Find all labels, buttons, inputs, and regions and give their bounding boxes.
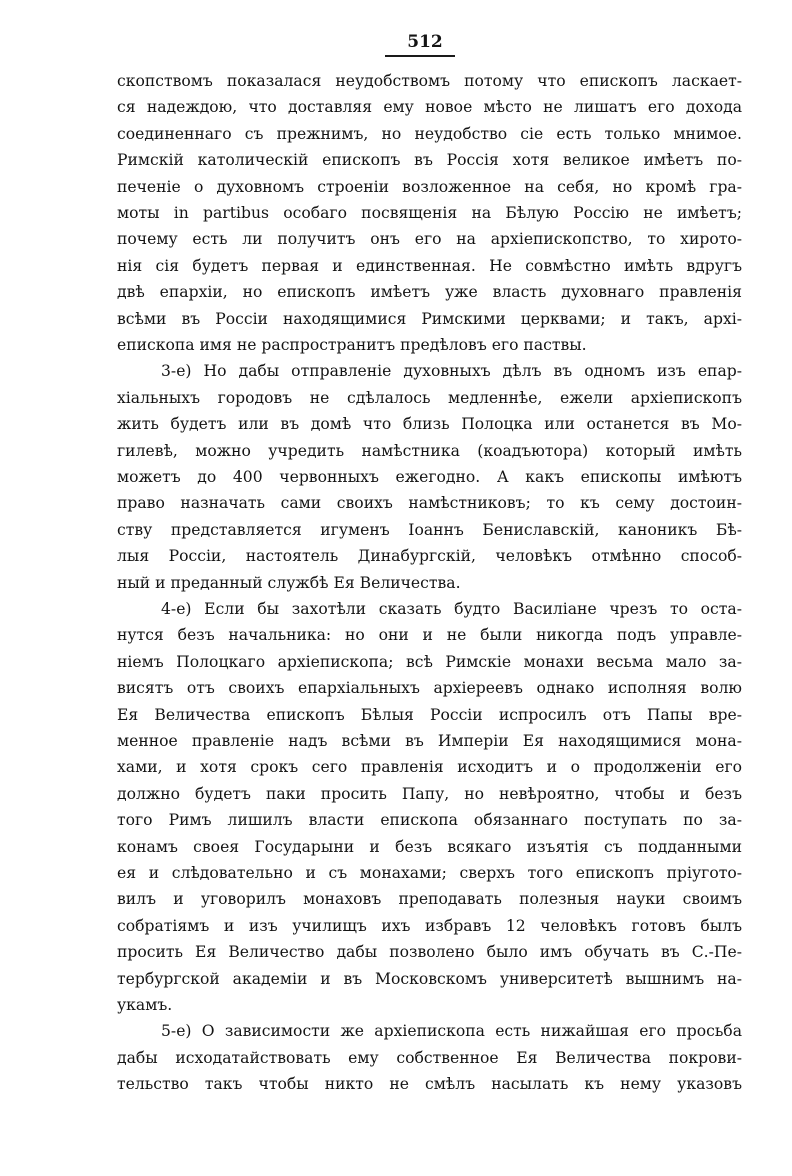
text-line: хами, и хотя срокъ сего правленія исходитъ и о продолженіи его — [117, 758, 742, 777]
text-line: ея и слѣдовательно и съ монахами; сверхъ того епископъ пріугото- — [117, 864, 742, 882]
text-line: почему есть ли получитъ онъ его на архіепископство, то хирото- — [117, 230, 742, 249]
text-line: ся надеждою, что доставляя ему новое мѣсто не лишатъ его дохода — [117, 98, 742, 117]
text-line: конамъ своея Государыни и безъ всякаго изъятія съ подданными — [117, 837, 742, 856]
text-line: тельство такъ чтобы никто не смѣлъ насылать къ нему указовъ — [117, 1075, 742, 1094]
text-line: хіальныхъ городовъ не сдѣлалось медленнѣе, ежели архіепископъ — [117, 388, 742, 407]
text-line: дабы исходатайствовать ему собственное Ея Величества покрови- — [117, 1048, 742, 1067]
text-line: всѣми въ Россіи находящимися Римскими церквами; и такъ, архі- — [117, 309, 742, 328]
text-line: менное правленіе надъ всѣми въ Имперіи Ея находящимися мона- — [117, 732, 742, 750]
text-line: гилевѣ, можно учредить намѣстника (коадъютора) который имѣть — [117, 441, 742, 460]
text-line: ніемъ Полоцкаго архіепископа; всѣ Римскіе монахи весьма мало за- — [117, 652, 742, 671]
text-line: того Римъ лишилъ власти епископа обязаннаго поступать по за- — [117, 811, 742, 830]
text-line: печеніе о духовномъ строеніи возложенное на себя, но кромѣ гра- — [117, 177, 742, 196]
text-line: право назначать сами своихъ намѣстниковъ; то къ сему достоин- — [117, 494, 742, 513]
text-line: епископа имя не распространитъ предѣловъ его паствы. — [117, 336, 587, 354]
text-line: висятъ отъ своихъ епархіальныхъ архіереевъ однако исполняя волю — [117, 679, 742, 698]
text-line: должно будетъ паки просить Папу, но невѣроятно, чтобы и безъ — [117, 784, 742, 803]
text-line: жить будетъ или въ домѣ что близь Полоцка или останется въ Мо- — [117, 415, 742, 434]
text-line: лыя Россіи, настоятель Динабургскій, человѣкъ отмѣнно способ- — [117, 547, 742, 566]
text-line: 4-е) Если бы захотѣли сказать будто Василіане чрезъ то оста- — [161, 600, 742, 618]
text-line: 3-е) Но дабы отправленіе духовныхъ дѣлъ въ одномъ изъ епар- — [161, 362, 742, 381]
text-line: Ея Величества епископъ Бѣлыя Россіи испросилъ отъ Папы вре- — [117, 705, 742, 724]
page-number: 512 — [407, 32, 443, 52]
text-line: вилъ и уговорилъ монаховъ преподавать полезныя науки своимъ — [117, 890, 742, 909]
text-line: 5-е) О зависимости же архіепископа есть нижайшая его просьба — [161, 1022, 742, 1041]
text-line: собратіямъ и изъ училищъ ихъ избравъ 12 человѣкъ готовъ былъ — [117, 916, 742, 935]
text-line: Римскій католическій епископъ въ Россія хотя великое имѣетъ по- — [117, 151, 742, 170]
header-rule — [385, 55, 455, 57]
text-line: нутся безъ начальника: но они и не были никогда подъ управле- — [117, 626, 742, 645]
text-line: скопствомъ показалася неудобствомъ потому что епископъ ласкает- — [117, 72, 742, 90]
text-line: ству представляется игуменъ Іоаннъ Бениславскій, каноникъ Бѣ- — [117, 520, 742, 539]
text-line: двѣ епархіи, но епископъ имѣетъ уже власть духовнаго правленія — [117, 283, 742, 302]
text-line: нія сія будетъ первая и единственная. Не совмѣстно имѣть вдругъ — [117, 256, 742, 275]
text-line: ный и преданный службѣ Ея Величества. — [117, 573, 461, 592]
text-line: укамъ. — [117, 996, 173, 1014]
text-line: тербургской академіи и въ Московскомъ университетѣ вышнимъ на- — [117, 969, 742, 988]
text-line: моты in partibus особаго посвященія на Бѣлую Россію не имѣетъ; — [117, 204, 742, 222]
text-line: просить Ея Величество дабы позволено было имъ обучать въ С.-Пе- — [117, 943, 742, 962]
text-line: можетъ до 400 червонныхъ ежегодно. А какъ епископы имѣютъ — [117, 468, 742, 486]
text-line: соединеннаго съ прежнимъ, но неудобство сіе есть только мнимое. — [117, 124, 742, 143]
